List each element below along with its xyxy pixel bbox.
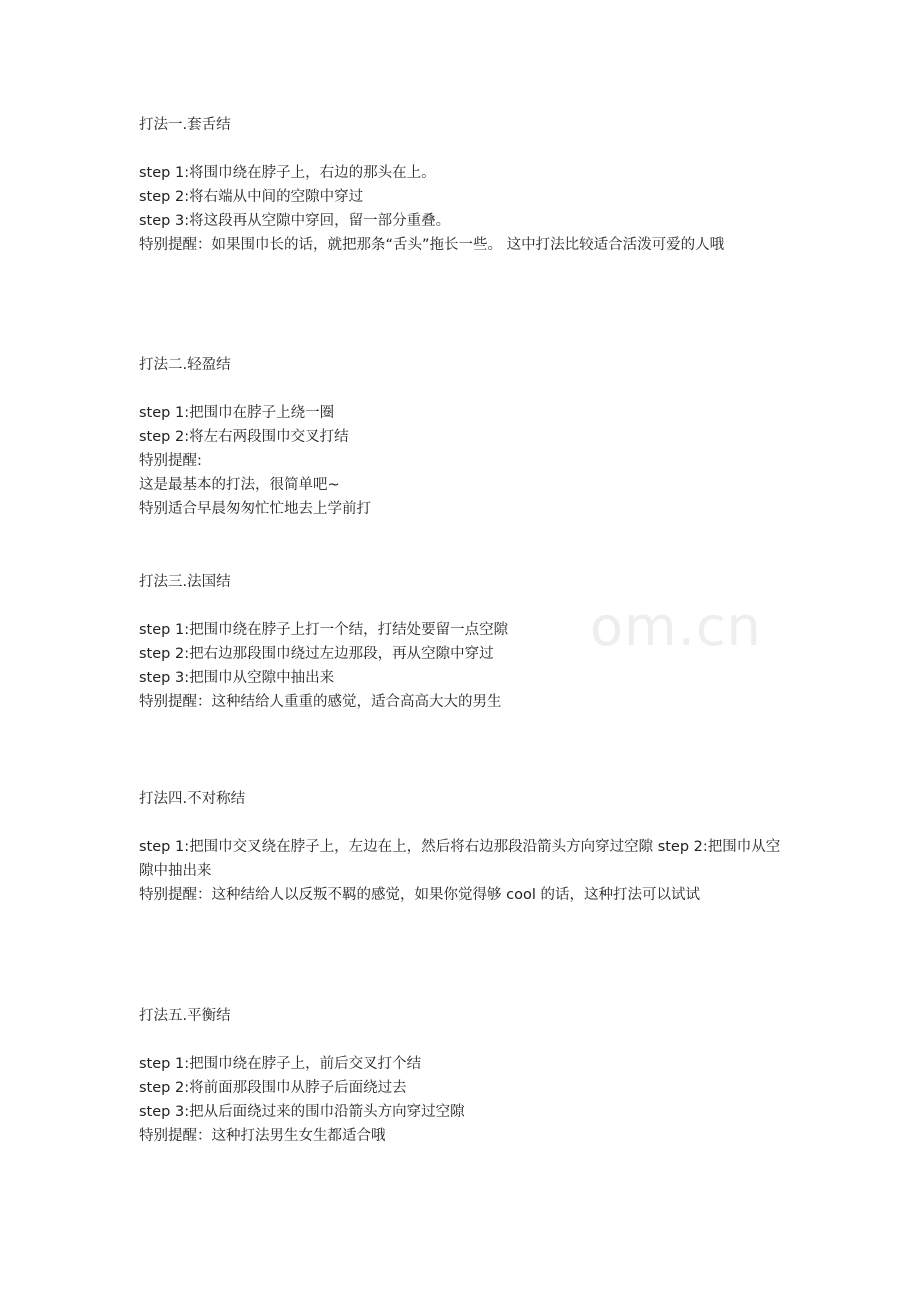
section-title: 打法一.套舌结 xyxy=(139,117,231,133)
step-line: step 2:将左右两段围巾交叉打结 xyxy=(139,429,349,445)
step-line: step 2:把右边那段围巾绕过左边那段，再从空隙中穿过 xyxy=(139,646,494,662)
section-title: 打法三.法国结 xyxy=(139,574,231,590)
step-line: step 3:把从后面绕过来的围巾沿箭头方向穿过空隙 xyxy=(139,1104,465,1120)
step-line: step 1:把围巾绕在脖子上，前后交叉打个结 xyxy=(139,1056,422,1072)
step-line: step 2:将前面那段围巾从脖子后面绕过去 xyxy=(139,1080,407,1096)
tip-line: 这是最基本的打法，很简单吧~ xyxy=(139,477,340,493)
section-title: 打法四.不对称结 xyxy=(139,791,246,807)
tip-line: 特别适合早晨匆匆忙忙地去上学前打 xyxy=(139,501,371,517)
watermark: om.cn xyxy=(590,595,762,658)
tip-line: 特别提醒：这种打法男生女生都适合哦 xyxy=(139,1128,386,1144)
step-line: step 3:将这段再从空隙中穿回，留一部分重叠。 xyxy=(139,213,451,229)
section-title: 打法二.轻盈结 xyxy=(139,357,231,373)
step-line: step 1:把围巾在脖子上绕一圈 xyxy=(139,405,335,421)
tip-line: 特别提醒：这种结给人以反叛不羁的感觉，如果你觉得够 cool 的话，这种打法可以试试 xyxy=(139,887,700,903)
step-line: step 1:将围巾绕在脖子上，右边的那头在上。 xyxy=(139,165,436,181)
step-line: step 2:将右端从中间的空隙中穿过 xyxy=(139,189,364,205)
section-title: 打法五.平衡结 xyxy=(139,1008,231,1024)
step-line: step 3:把围巾从空隙中抽出来 xyxy=(139,670,335,686)
step-line: step 1:把围巾绕在脖子上打一个结，打结处要留一点空隙 xyxy=(139,622,509,638)
tip-line: 特别提醒：这种结给人重重的感觉，适合高高大大的男生 xyxy=(139,694,502,710)
tip-line: 特别提醒：如果围巾长的话，就把那条“舌头”拖长一些。 这中打法比较适合活泼可爱的人哦 xyxy=(139,237,725,253)
step-line: step 1:把围巾交叉绕在脖子上，左边在上，然后将右边那段沿箭头方向穿过空隙 step 2:把围巾从空隙中抽出来 xyxy=(139,839,781,879)
tip-line: 特别提醒: xyxy=(139,453,202,469)
